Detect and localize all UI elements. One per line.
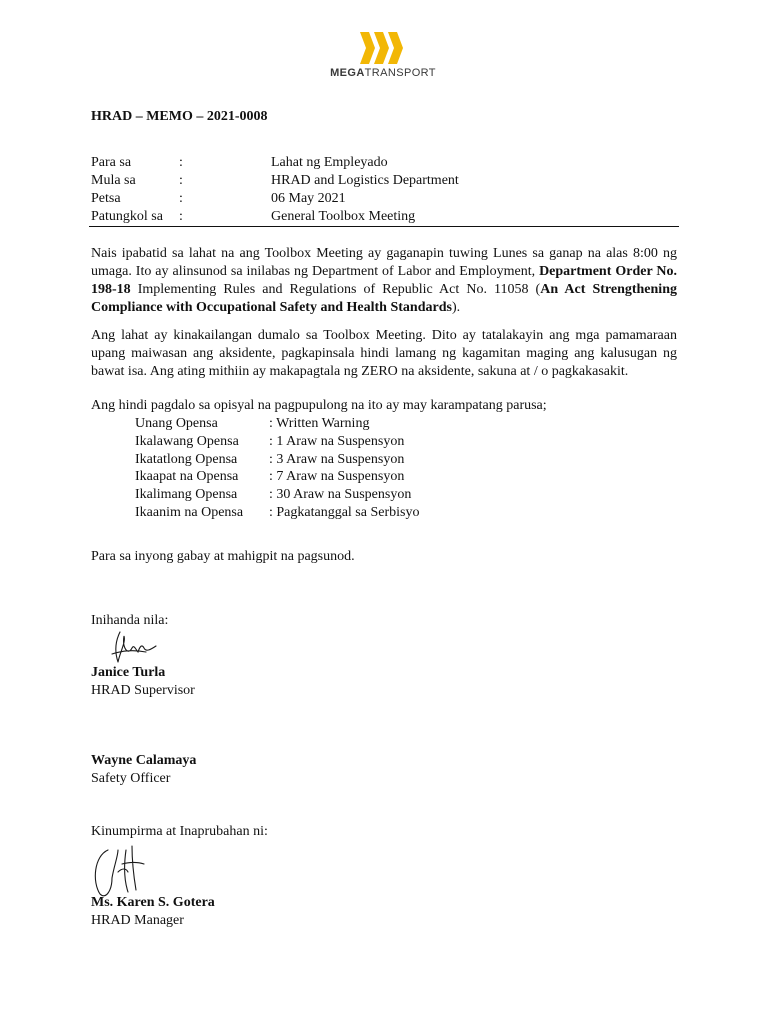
signatory-name: Wayne Calamaya	[91, 753, 197, 768]
header-label: Para sa	[91, 155, 132, 170]
memo-header	[91, 154, 679, 226]
approver-name: Ms. Karen S. Gotera	[91, 895, 215, 910]
paragraph-attendance: Ang lahat ay kinakailangan dumalo sa Toolbox Meeting. Dito ay tatalakayin ang mga pamamaraan upang maiwasan ang aksidente, pagkapinsala hindi lamang ng kagamitan maging ang kalusugan ng bawat isa. Ang ating mithiin ay makapagtala ng ZERO na aksidente, sakuna at / o pagkakasakit.	[91, 328, 677, 379]
list-item	[135, 415, 535, 433]
offense-label: Unang Opensa	[135, 416, 218, 431]
offense-label: Ikaanim na Opensa	[135, 504, 244, 520]
offense-label: Ikalawang Opensa	[135, 433, 239, 449]
signatory-role: HRAD Supervisor	[91, 683, 195, 698]
penalty-label: : 30 Araw na Suspensyon	[269, 487, 412, 503]
paragraph-announcement: Nais ipabatid sa lahat na ang Toolbox Meeting ay gaganapin tuwing Lunes sa ganap na alas 8:00 ng umaga. Ito ay alinsunod sa inilabas ng Department of Labor and Employment, Department Order No. 198-18 Implementing Rules and Regulations of Republic Act No. 11058 (An Act Strengthening Compliance with Occupational Safety and Health Standards).	[91, 246, 677, 315]
header-value: 06 May 2021	[271, 191, 346, 206]
header-label: Petsa	[91, 191, 121, 206]
header-label: Mula sa	[91, 173, 136, 188]
header-label: Patungkol sa	[91, 209, 163, 224]
header-row-from	[91, 172, 679, 190]
approved-by-label: Kinumpirma at Inaprubahan ni:	[91, 824, 268, 839]
paragraph-penalties-intro: Ang hindi pagdalo sa opisyal na pagpupulong na ito ay may karampatang parusa;	[91, 398, 547, 413]
memo-number: HRAD – MEMO – 2021-0008	[91, 109, 268, 124]
department-order-ref: Department Order No. 198-18	[91, 264, 677, 297]
list-item	[135, 433, 535, 451]
header-divider	[89, 226, 679, 227]
offense-label: Ikatatlong Opensa	[135, 451, 238, 467]
penalty-label: : Written Warning	[269, 416, 370, 431]
penalty-label: : 1 Araw na Suspensyon	[269, 433, 405, 449]
penalty-list	[135, 415, 535, 522]
penalty-label: : Pagkatanggal sa Serbisyo	[269, 504, 420, 520]
offense-label: Ikaapat na Opensa	[135, 469, 239, 485]
header-colon: :	[179, 173, 183, 188]
header-row-to	[91, 154, 679, 172]
prepared-by-label: Inihanda nila:	[91, 613, 169, 628]
header-row-subject	[91, 208, 679, 226]
offense-label: Ikalimang Opensa	[135, 487, 238, 503]
approver-role: HRAD Manager	[91, 913, 184, 928]
header-value: General Toolbox Meeting	[271, 209, 416, 224]
header-value: HRAD and Logistics Department	[271, 173, 459, 188]
paragraph-closing: Para sa inyong gabay at mahigpit na pagsunod.	[91, 549, 355, 564]
header-colon: :	[179, 191, 183, 206]
signatory-name: Janice Turla	[91, 665, 166, 680]
penalty-label: : 7 Araw na Suspensyon	[269, 469, 405, 485]
signatory-block	[91, 752, 196, 788]
header-colon: :	[179, 155, 183, 170]
list-item	[135, 451, 535, 469]
list-item	[135, 468, 535, 486]
penalty-label: : 3 Araw na Suspensyon	[269, 451, 405, 467]
list-item	[135, 504, 535, 522]
approver-block	[91, 894, 215, 930]
company-logo	[318, 30, 448, 82]
signatory-role: Safety Officer	[91, 771, 171, 786]
chevrons-logo-icon	[360, 32, 406, 64]
signatory-block	[91, 664, 195, 700]
logo-wordmark: MEGATRANSPORT	[330, 67, 436, 79]
list-item	[135, 486, 535, 504]
act-title: An Act Strengthening Compliance with Occupational Safety and Health Standards	[91, 282, 677, 315]
header-row-date	[91, 190, 679, 208]
header-colon: :	[179, 209, 183, 224]
header-value: Lahat ng Empleyado	[271, 155, 388, 170]
